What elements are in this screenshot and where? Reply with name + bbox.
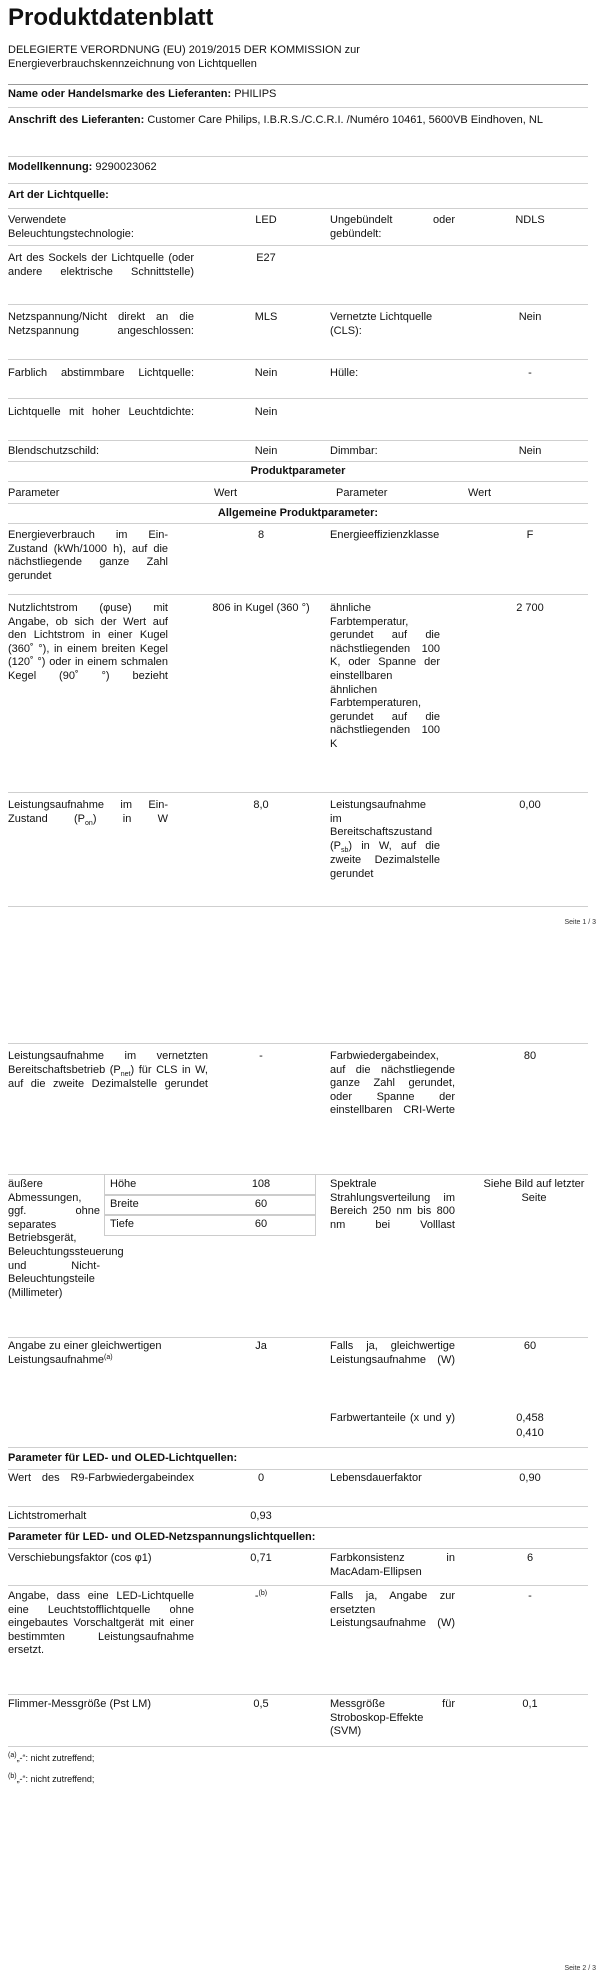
- standby-power-value: 0,00: [519, 799, 541, 811]
- lumen-maintenance-label: Lichtstromerhalt: [8, 1510, 87, 1522]
- replacement-label: Angabe, dass eine LED-Lichtquelle eine Leuchtstofflichtquelle ohne eingebautes Vorschaltgerät mit einer bestimmten Leistungsaufnahme ersetzt.: [8, 1590, 194, 1657]
- divider: [8, 1527, 588, 1528]
- on-mode-power-value: 8,0: [253, 799, 269, 811]
- lumen-maintenance-value: 0,93: [250, 1510, 272, 1522]
- divider: [8, 107, 588, 108]
- divider: [8, 1447, 588, 1448]
- replaced-power-label: Falls ja, Angabe zur ersetzten Leistungsaufnahme (W): [330, 1590, 455, 1630]
- cls-value: Nein: [518, 311, 542, 323]
- mains-params-heading: Parameter für LED- und OLED-Netzspannungslichtquellen:: [8, 1531, 316, 1543]
- power-factor-value: 0,71: [250, 1552, 272, 1564]
- product-params-heading: Produktparameter: [250, 465, 346, 477]
- supplier-address-row: Anschrift des Lieferanten: Customer Care Philips, I.B.R.S./C.C.R.I. /Numéro 10461, 5600VB Eindhoven, NL: [8, 114, 543, 126]
- flicker-label: Flimmer-Messgröße (Pst LM): [8, 1698, 152, 1710]
- chromaticity-y-value: 0,410: [516, 1427, 544, 1439]
- spectral-label: Spektrale Strahlungsverteilung im Bereich 250 nm bis 800 nm bei Volllast: [330, 1178, 455, 1231]
- r9-value: 0: [257, 1472, 265, 1484]
- equivalent-power-watts-value: 60: [523, 1340, 537, 1352]
- divider: [8, 359, 588, 360]
- divider: [8, 1548, 588, 1549]
- footnote-b: $^{(b)}$„-“: nicht zutreffend;: [8, 1773, 95, 1784]
- divider: [8, 208, 588, 209]
- divider: [8, 594, 588, 595]
- depth-label: Tiefe: [110, 1218, 135, 1230]
- luminous-flux-label: Nutzlichtstrom (φuse) mit Angabe, ob sich der Wert auf den Lichtstrom in einer Kugel (360˚ °), in einem breiten Kegel (120˚ °) oder in einem schmalen Kegel (90˚ °) bezieht: [8, 602, 168, 682]
- divider: [8, 906, 588, 907]
- dimensions-label: äußere Abmessungen, ggf. ohne separates Betriebsgerät, Beleuchtungssteuerung und Nicht-Beleuchtungsteile (Millimeter): [8, 1178, 124, 1299]
- energy-consumption-label: Energieverbrauch im Ein-Zustand (kWh/1000 h), auf die nächstliegende ganze Zahl gerundet: [8, 529, 168, 582]
- col-header-value-2: Wert: [468, 487, 492, 499]
- divider: [8, 183, 588, 184]
- chromaticity-x-value: 0,458: [516, 1412, 544, 1424]
- divider: [8, 440, 588, 441]
- directional-label: Ungebündelt oder gebündelt:: [330, 214, 455, 240]
- page-number-1: Seite 1 / 3: [564, 919, 596, 926]
- mains-label: Netzspannung/Nicht direkt an die Netzspannung angeschlossen:: [8, 311, 194, 337]
- divider: [8, 461, 588, 462]
- technology-label: Verwendete Beleuchtungstechnologie:: [8, 214, 134, 240]
- replacement-value: -$^{(b)}$: [254, 1590, 268, 1602]
- luminous-flux-value: 806 in Kugel (360 °): [212, 602, 310, 614]
- networked-standby-value: -: [259, 1050, 263, 1062]
- networked-standby-label: Leistungsaufnahme im vernetzten Bereitschaftsbetrieb $(P_{net})$ für CLS in W, auf die zweite Dezimalstelle gerundet: [8, 1050, 208, 1091]
- divider: [8, 792, 588, 793]
- led-params-heading: Parameter für LED- und OLED-Lichtquellen:: [8, 1452, 238, 1464]
- cri-value: 80: [523, 1050, 537, 1062]
- survival-factor-value: 0,90: [519, 1472, 541, 1484]
- divider: [8, 1506, 588, 1507]
- energy-class-label: Energieeffizienzklasse: [330, 529, 440, 541]
- regulation-subtitle: DELEGIERTE VERORDNUNG (EU) 2019/2015 DER KOMMISSION zur Energieverbrauchskennzeichnung von Lichtquellen: [8, 44, 360, 70]
- model-row: Modellkennung: 9290023062: [8, 161, 157, 173]
- svm-label: Messgröße für Stroboskop-Effekte (SVM): [330, 1698, 455, 1738]
- divider: [8, 304, 588, 305]
- cap-type-value: E27: [256, 252, 276, 264]
- standby-power-label: Leistungsaufnahme im Bereitschaftszustand $(P_{sb})$ in W, auf die zweite Dezimalstelle gerundet: [330, 799, 440, 880]
- page-title: Produktdatenblatt: [8, 4, 214, 31]
- survival-factor-label: Lebensdauerfaktor: [330, 1472, 422, 1484]
- height-label: Höhe: [110, 1178, 137, 1190]
- mains-value: MLS: [254, 311, 278, 323]
- divider: [8, 523, 588, 524]
- divider: [8, 245, 588, 246]
- divider: [8, 1694, 588, 1695]
- anti-glare-value: Nein: [254, 445, 278, 457]
- directional-value: NDLS: [515, 214, 545, 226]
- page-number-2: Seite 2 / 3: [564, 1965, 596, 1972]
- divider: [8, 1043, 588, 1044]
- spectral-value: Siehe Bild auf letzter Seite: [483, 1178, 585, 1204]
- divider: [8, 503, 588, 504]
- divider: [8, 1746, 588, 1747]
- cct-label: ähnliche Farbtemperatur, gerundet auf die nächstliegenden 100 K, oder Spanne der einstellbaren ähnlichen Farbtemperaturen, gerundet auf die nächstliegenden 100 K: [330, 602, 440, 750]
- svm-value: 0,1: [522, 1698, 538, 1710]
- envelope-label: Hülle:: [330, 367, 359, 379]
- cap-type-label: Art des Sockels der Lichtquelle (oder andere elektrische Schnittstelle): [8, 252, 194, 278]
- divider: [8, 398, 588, 399]
- high-luminance-value: Nein: [254, 406, 278, 418]
- cct-value: 2 700: [516, 602, 544, 614]
- dimmable-value: Nein: [518, 445, 542, 457]
- divider: [8, 1585, 588, 1586]
- energy-class-value: F: [526, 529, 534, 541]
- divider: [8, 1337, 588, 1338]
- tunable-label: Farblich abstimmbare Lichtquelle:: [8, 367, 194, 379]
- divider: [8, 1469, 588, 1470]
- footnote-a: $^{(a)}$„-“: nicht zutreffend;: [8, 1752, 95, 1763]
- envelope-value: -: [528, 367, 532, 379]
- dimmable-label: Dimmbar:: [330, 445, 378, 457]
- energy-consumption-value: 8: [257, 529, 265, 541]
- flicker-value: 0,5: [253, 1698, 269, 1710]
- chromaticity-label: Farbwertanteile (x und y): [330, 1412, 455, 1424]
- height-value: 108: [251, 1178, 271, 1190]
- r9-label: Wert des R9-Farbwiedergabeindex: [8, 1472, 194, 1484]
- equivalent-power-value: Ja: [255, 1340, 267, 1352]
- col-header-value: Wert: [214, 487, 238, 499]
- equivalent-power-watts-label: Falls ja, gleichwertige Leistungsaufnahme (W): [330, 1340, 455, 1366]
- width-label: Breite: [110, 1198, 139, 1210]
- cls-label: Vernetzte Lichtquelle (CLS):: [330, 311, 433, 337]
- width-value: 60: [254, 1198, 268, 1210]
- divider: [8, 481, 588, 482]
- supplier-name-row: Name oder Handelsmarke des Lieferanten: PHILIPS: [8, 88, 277, 100]
- anti-glare-label: Blendschutzschild:: [8, 445, 100, 457]
- divider: [8, 156, 588, 157]
- col-header-param-2: Parameter: [336, 487, 388, 499]
- general-params-heading: Allgemeine Produktparameter:: [217, 507, 379, 519]
- cri-label: Farbwiedergabeindex, auf die nächstliegende ganze Zahl gerundet, oder Spanne der einstellbaren CRI-Werte: [330, 1050, 455, 1117]
- technology-value: LED: [255, 214, 277, 226]
- macadam-label: Farbkonsistenz in MacAdam-Ellipsen: [330, 1552, 455, 1578]
- light-source-type-heading: Art der Lichtquelle:: [8, 189, 109, 201]
- replaced-power-value: -: [528, 1590, 532, 1602]
- on-mode-power-label: Leistungsaufnahme im Ein-Zustand $(P_{on})$ in W: [8, 799, 168, 827]
- col-header-param: Parameter: [8, 487, 60, 499]
- depth-value: 60: [254, 1218, 268, 1230]
- divider: [8, 84, 588, 85]
- macadam-value: 6: [526, 1552, 534, 1564]
- power-factor-label: Verschiebungsfaktor (cos φ1): [8, 1552, 152, 1564]
- high-luminance-label: Lichtquelle mit hoher Leuchtdichte:: [8, 406, 194, 418]
- tunable-value: Nein: [254, 367, 278, 379]
- equivalent-power-label: Angabe zu einer gleichwertigen Leistungsaufnahme$^{(a)}$: [8, 1340, 162, 1366]
